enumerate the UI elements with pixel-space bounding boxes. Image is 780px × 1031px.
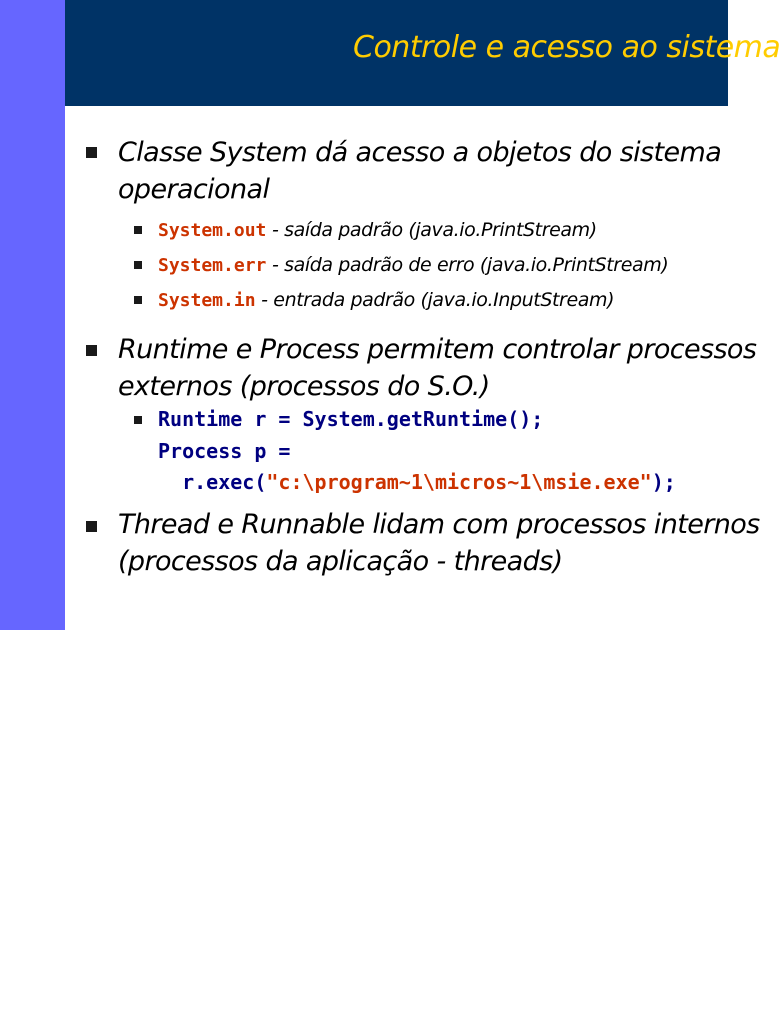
sub-bullet-square-icon	[134, 296, 142, 304]
bullet-square-icon	[86, 147, 97, 158]
bullet-1-line-2: operacional	[118, 174, 270, 205]
code-line-3	[158, 470, 676, 494]
sub-bullet-square-icon	[134, 226, 142, 234]
bullet-3-line-2: (processos da aplicação - threads)	[118, 546, 563, 577]
code-tail: );	[651, 470, 676, 494]
slide-title: Controle e acesso ao sistema	[353, 30, 780, 65]
bullet-2-line-1: Runtime e Process permitem controlar processos	[118, 334, 757, 365]
code-line-1: Runtime r = System.getRuntime();	[158, 407, 544, 431]
bullet-square-icon	[86, 521, 97, 532]
code-line-2: Process p =	[158, 439, 291, 463]
sub-bullet-system-in	[158, 289, 614, 311]
code-exec-call: r.exec(	[158, 470, 267, 494]
sub-bullet-square-icon	[134, 416, 142, 424]
sub-bullet-text: - saída padrão (java.io.PrintStream)	[266, 219, 597, 241]
sub-bullet-system-err	[158, 254, 668, 276]
sub-bullet-square-icon	[134, 261, 142, 269]
bullet-2-line-2: externos (processos do S.O.)	[118, 371, 490, 402]
sub-bullet-text: - saída padrão de erro (java.io.PrintStream)	[266, 254, 669, 276]
side-bar	[0, 0, 65, 630]
sub-bullet-text: - entrada padrão (java.io.InputStream)	[255, 289, 615, 311]
bullet-1-line-1: Classe System dá acesso a objetos do sistema	[118, 137, 722, 168]
sub-bullet-system-out	[158, 219, 597, 241]
code-system-in: System.in	[158, 290, 256, 311]
code-system-out: System.out	[158, 220, 267, 241]
code-string: "c:\program~1\micros~1\msie.exe"	[266, 470, 652, 494]
bullet-3-line-1: Thread e Runnable lidam com processos internos	[118, 509, 760, 540]
code-system-err: System.err	[158, 255, 267, 276]
bullet-square-icon	[86, 345, 97, 356]
